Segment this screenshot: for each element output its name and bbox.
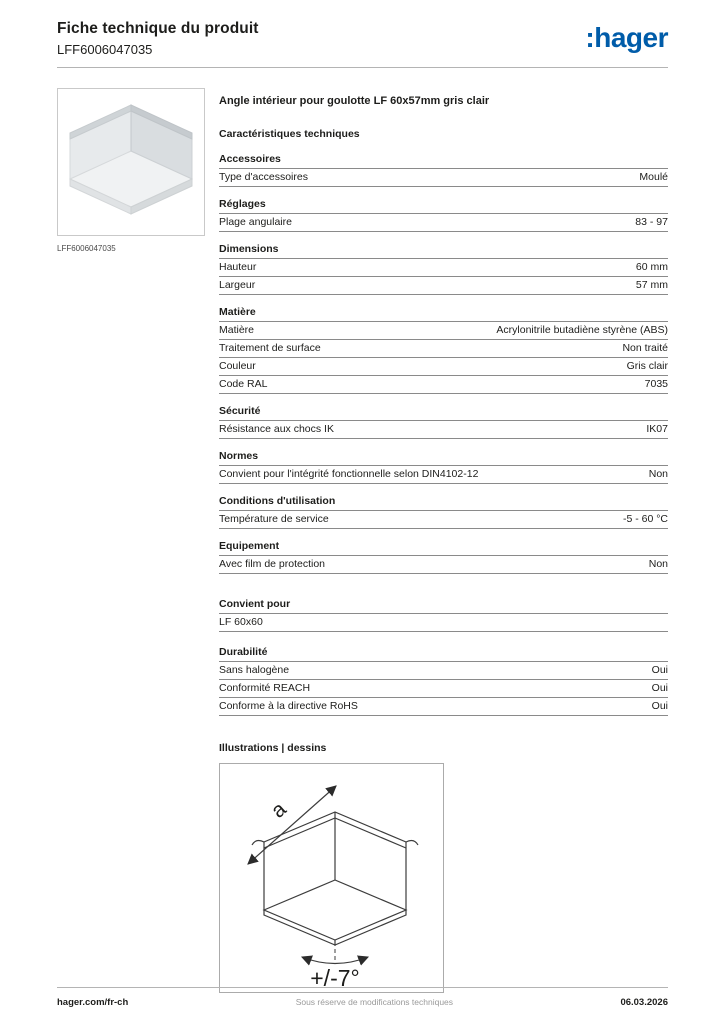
product-image-column: [57, 88, 205, 253]
section-equipement: [219, 540, 668, 574]
spec-label: Sans halogène: [219, 664, 290, 676]
spec-value: 7035: [644, 378, 668, 390]
spec-label: Température de service: [219, 513, 329, 525]
illustrations-heading: Illustrations | dessins: [219, 742, 327, 754]
spec-value: Non: [648, 468, 668, 480]
spec-row: [219, 376, 668, 394]
section-title: Equipement: [219, 540, 668, 556]
spec-value: 60 mm: [635, 261, 668, 273]
section-title: Normes: [219, 450, 668, 466]
spec-row: [219, 614, 668, 632]
header: [57, 20, 668, 57]
spec-row: [219, 259, 668, 277]
spec-row: [219, 214, 668, 232]
spec-value: Non traité: [622, 342, 668, 354]
characteristics-heading: Caractéristiques techniques: [219, 128, 360, 140]
spec-label: Conforme à la directive RoHS: [219, 700, 358, 712]
spec-label: Traitement de surface: [219, 342, 321, 354]
section-normes: [219, 450, 668, 484]
spec-value: Oui: [651, 664, 668, 676]
section-title: Réglages: [219, 198, 668, 214]
section-dimensions: [219, 243, 668, 295]
section-securite: [219, 405, 668, 439]
spec-row: [219, 169, 668, 187]
footer-disclaimer: Sous réserve de modifications techniques: [295, 997, 454, 1007]
main-content: [219, 95, 668, 993]
section-convient-pour: [219, 598, 668, 632]
section-title: Conditions d'utilisation: [219, 495, 668, 511]
header-text-block: [57, 20, 259, 57]
spec-value: Moulé: [639, 171, 668, 183]
spec-value: Oui: [651, 700, 668, 712]
dimension-a-label: a: [266, 797, 291, 823]
section-title: Convient pour: [219, 598, 668, 614]
product-image-caption: LFF6006047035: [57, 244, 116, 253]
spec-label: Couleur: [219, 360, 256, 372]
spec-row: [219, 680, 668, 698]
section-title: Matière: [219, 306, 668, 322]
page-title: Fiche technique du produit: [57, 20, 259, 37]
spec-value: 83 - 97: [635, 216, 668, 228]
spec-value: Oui: [651, 682, 668, 694]
spec-label: Convient pour l'intégrité fonctionnelle selon DIN4102-12: [219, 468, 479, 480]
spec-label: Résistance aux chocs IK: [219, 423, 334, 435]
angle-tolerance-label: +/-7°: [310, 965, 360, 991]
spec-value: 57 mm: [635, 279, 668, 291]
technical-drawing-svg: [220, 764, 443, 992]
spec-label: Plage angulaire: [219, 216, 292, 228]
section-title: Durabilité: [219, 646, 668, 662]
spec-label: Conformité REACH: [219, 682, 311, 694]
spec-value: -5 - 60 °C: [622, 513, 668, 525]
footer-date: 06.03.2026: [620, 997, 668, 1008]
spec-row: [219, 698, 668, 716]
spec-label: Code RAL: [219, 378, 268, 390]
hager-logo: :hager: [585, 22, 668, 53]
section-reglages: [219, 198, 668, 232]
section-title: Dimensions: [219, 243, 668, 259]
spec-value: IK07: [646, 423, 668, 435]
spec-row: [219, 322, 668, 340]
product-reference: LFF6006047035: [57, 42, 153, 57]
section-accessoires: [219, 153, 668, 187]
technical-drawing: [219, 763, 444, 993]
spec-value: Acrylonitrile butadiène styrène (ABS): [496, 324, 668, 336]
spec-row: [219, 277, 668, 295]
spec-label: Hauteur: [219, 261, 257, 273]
spec-row: [219, 466, 668, 484]
spec-row: [219, 358, 668, 376]
spec-label: Type d'accessoires: [219, 171, 308, 183]
section-conditions-utilisation: [219, 495, 668, 529]
spec-row: [219, 511, 668, 529]
product-image: [57, 88, 205, 236]
spec-value: Non: [648, 558, 668, 570]
footer-website: hager.com/fr-ch: [57, 997, 129, 1008]
spec-row: [219, 340, 668, 358]
header-divider: [57, 67, 668, 68]
spec-label: Avec film de protection: [219, 558, 326, 570]
section-title: Accessoires: [219, 153, 668, 169]
product-render-graphic: [58, 89, 204, 235]
spec-label: LF 60x60: [219, 616, 263, 628]
section-title: Sécurité: [219, 405, 668, 421]
spec-label: Largeur: [219, 279, 256, 291]
spec-label: Matière: [219, 324, 255, 336]
spec-row: [219, 556, 668, 574]
section-durabilite: [219, 646, 668, 716]
spec-row: [219, 662, 668, 680]
spec-value: Gris clair: [626, 360, 668, 372]
footer: [57, 987, 668, 1008]
section-matiere: [219, 306, 668, 394]
spec-row: [219, 421, 668, 439]
product-title: Angle intérieur pour goulotte LF 60x57mm gris clair: [219, 95, 490, 107]
